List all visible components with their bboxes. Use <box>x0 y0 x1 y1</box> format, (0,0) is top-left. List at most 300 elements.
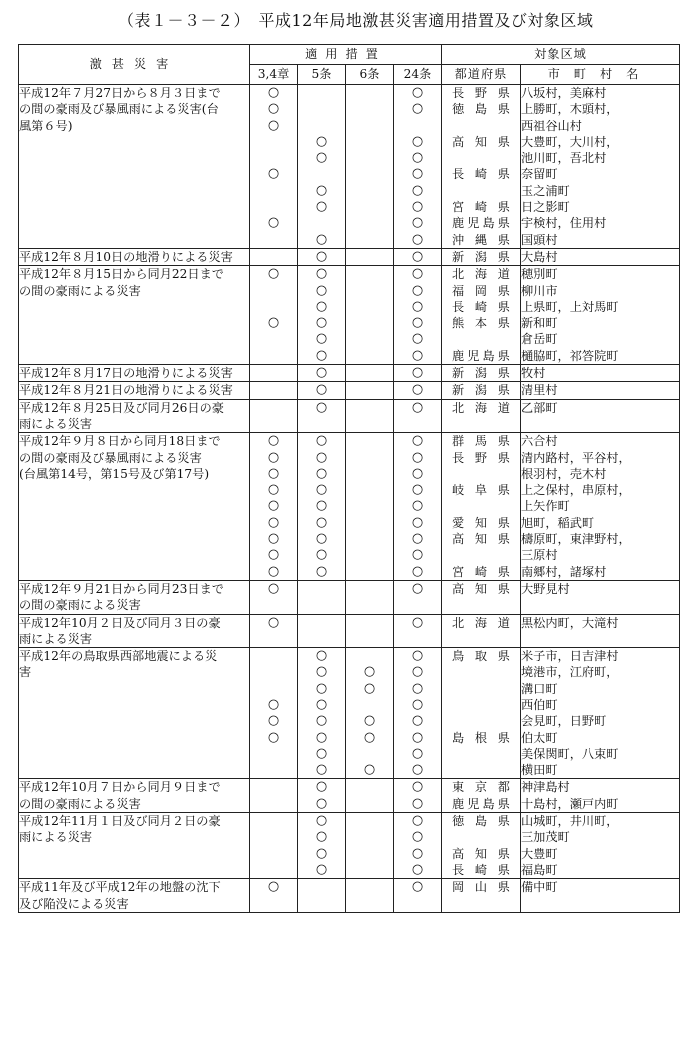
empty-mark <box>346 118 393 134</box>
empty-mark <box>250 896 297 912</box>
prefecture-name: 長野県 <box>452 450 510 465</box>
applied-mark: ○ <box>315 514 328 530</box>
description-line: (台風第14号，第15号及び第17号) <box>19 466 210 481</box>
municipality-name <box>521 631 679 647</box>
municipality-name: 溝口町 <box>521 681 558 696</box>
prefecture-name: 群馬県 <box>452 434 510 449</box>
empty-mark <box>346 331 393 347</box>
applied-mark: ○ <box>315 133 328 149</box>
table-row <box>19 266 680 365</box>
municipality-name: 旭町，稲武町 <box>521 515 595 530</box>
prefecture-name: 北海道 <box>452 615 510 630</box>
measure-cell-c24 <box>394 813 442 879</box>
measure-cell-c6 <box>346 266 394 365</box>
empty-mark <box>250 631 297 647</box>
empty-mark <box>346 498 393 514</box>
disaster-description <box>19 399 250 433</box>
description-line: の間の豪雨による災害 <box>19 283 141 298</box>
empty-mark <box>346 547 393 563</box>
empty-mark <box>250 779 297 795</box>
empty-mark <box>250 746 297 762</box>
applied-mark: ○ <box>315 298 328 314</box>
municipality-name: 池川町，吾北村 <box>521 151 607 166</box>
disaster-description <box>19 365 250 382</box>
municipality-cell <box>521 648 680 779</box>
applied-mark: ○ <box>315 648 328 664</box>
applied-mark: ○ <box>315 266 328 282</box>
municipality-name: 大島村 <box>521 249 558 264</box>
measure-cell-c24 <box>394 266 442 365</box>
measure-cell-c6 <box>346 399 394 433</box>
municipality-name: 神津島村 <box>521 780 570 795</box>
prefecture-name: 岡山県 <box>452 880 510 895</box>
disaster-description <box>19 85 250 249</box>
empty-mark <box>250 283 297 299</box>
description-line: 平成12年８月25日及び同月26日の豪 <box>19 400 224 415</box>
applied-mark: ○ <box>267 547 280 563</box>
prefecture-name: 北海道 <box>452 267 510 282</box>
empty-mark <box>346 382 393 398</box>
header-col-34: 3,4章 <box>250 65 298 85</box>
empty-mark <box>346 315 393 331</box>
empty-mark <box>250 299 297 315</box>
applied-mark: ○ <box>411 282 424 298</box>
empty-mark <box>250 664 297 680</box>
empty-mark <box>346 400 393 416</box>
measure-cell-c34 <box>250 433 298 581</box>
applied-mark: ○ <box>363 680 376 696</box>
table-row <box>19 614 680 648</box>
applied-mark: ○ <box>267 101 280 117</box>
municipality-name <box>521 896 679 912</box>
empty-mark <box>346 615 393 631</box>
header-col-pref: 都道府県 <box>442 65 521 85</box>
prefecture-name: 鹿児島県 <box>452 348 510 363</box>
municipality-name: 国頭村 <box>521 232 558 247</box>
applied-mark: ○ <box>411 745 424 761</box>
applied-mark: ○ <box>411 101 424 117</box>
empty-mark <box>346 85 393 101</box>
measure-cell-c34 <box>250 85 298 249</box>
municipality-name: 柳川市 <box>521 283 558 298</box>
applied-mark: ○ <box>411 266 424 282</box>
applied-mark: ○ <box>411 829 424 845</box>
applied-mark: ○ <box>411 648 424 664</box>
municipality-name: 三加茂町 <box>521 830 570 845</box>
empty-mark <box>298 896 345 912</box>
table-row <box>19 879 680 913</box>
applied-mark: ○ <box>411 365 424 381</box>
measure-cell-c24 <box>394 382 442 399</box>
empty-mark <box>250 134 297 150</box>
header-measures: 適用措置 <box>250 45 442 65</box>
measure-cell-c5 <box>298 248 346 265</box>
measure-cell-c5 <box>298 779 346 813</box>
municipality-cell <box>521 580 680 614</box>
empty-mark <box>346 779 393 795</box>
applied-mark: ○ <box>315 365 328 381</box>
header-disaster: 激甚災害 <box>19 45 250 85</box>
measure-cell-c5 <box>298 580 346 614</box>
municipality-cell <box>521 433 680 581</box>
measure-cell-c24 <box>394 248 442 265</box>
applied-mark: ○ <box>315 382 328 398</box>
disaster-measures-table <box>18 44 680 913</box>
applied-mark: ○ <box>411 779 424 795</box>
municipality-name: 清内路村，平谷村， <box>521 450 631 465</box>
empty-mark <box>250 648 297 664</box>
prefecture-name: 高知県 <box>452 532 510 547</box>
applied-mark: ○ <box>411 298 424 314</box>
prefecture-cell <box>442 433 521 581</box>
applied-mark: ○ <box>315 696 328 712</box>
empty-mark <box>250 232 297 248</box>
applied-mark: ○ <box>315 762 328 778</box>
municipality-cell <box>521 85 680 249</box>
applied-mark: ○ <box>267 563 280 579</box>
applied-mark: ○ <box>267 117 280 133</box>
empty-mark <box>346 199 393 215</box>
applied-mark: ○ <box>315 449 328 465</box>
description-line: 平成12年８月17日の地滑りによる災害 <box>19 366 233 381</box>
municipality-name: 大野見村 <box>521 581 570 596</box>
measure-cell-c5 <box>298 382 346 399</box>
applied-mark: ○ <box>315 779 328 795</box>
municipality-cell <box>521 382 680 399</box>
header-target-area: 対象区域 <box>442 45 680 65</box>
empty-mark <box>346 829 393 845</box>
empty-mark <box>250 365 297 381</box>
measure-cell-c34 <box>250 580 298 614</box>
empty-mark <box>346 746 393 762</box>
applied-mark: ○ <box>315 829 328 845</box>
applied-mark: ○ <box>267 166 280 182</box>
municipality-name: 穂別町 <box>521 267 558 282</box>
applied-mark: ○ <box>315 563 328 579</box>
empty-mark <box>346 648 393 664</box>
applied-mark: ○ <box>267 498 280 514</box>
measure-cell-c5 <box>298 648 346 779</box>
measure-cell-c5 <box>298 433 346 581</box>
municipality-name: 上勝町，木頭村， <box>521 102 619 117</box>
municipality-name <box>521 597 679 613</box>
empty-mark <box>346 365 393 381</box>
prefecture-cell <box>442 580 521 614</box>
header-col-5: 5条 <box>298 65 346 85</box>
municipality-name: 日之影町 <box>521 200 570 215</box>
applied-mark: ○ <box>411 449 424 465</box>
applied-mark: ○ <box>267 614 280 630</box>
prefecture-cell <box>442 648 521 779</box>
applied-mark: ○ <box>411 845 424 861</box>
prefecture-name: 島根県 <box>452 730 510 745</box>
table-body <box>19 85 680 913</box>
applied-mark: ○ <box>363 729 376 745</box>
measure-cell-c34 <box>250 879 298 913</box>
municipality-name: 上県町，上対馬町 <box>521 299 619 314</box>
empty-mark <box>394 118 441 134</box>
table-row <box>19 365 680 382</box>
applied-mark: ○ <box>411 215 424 231</box>
applied-mark: ○ <box>411 563 424 579</box>
measure-cell-c34 <box>250 365 298 382</box>
measure-cell-c24 <box>394 85 442 249</box>
empty-mark <box>346 482 393 498</box>
empty-mark <box>394 896 441 912</box>
applied-mark: ○ <box>411 729 424 745</box>
applied-mark: ○ <box>411 85 424 100</box>
empty-mark <box>250 348 297 364</box>
applied-mark: ○ <box>411 150 424 166</box>
table-row <box>19 382 680 399</box>
description-line: の間の豪雨及び暴風雨による災害(台 <box>19 102 219 117</box>
municipality-name: 山城町，井川町， <box>521 814 619 829</box>
measure-cell-c34 <box>250 813 298 879</box>
prefecture-cell <box>442 879 521 913</box>
table-row <box>19 779 680 813</box>
description-line: 平成12年８月15日から同月22日まで <box>19 267 224 282</box>
prefecture-cell <box>442 779 521 813</box>
empty-mark <box>298 615 345 631</box>
empty-mark <box>346 266 393 282</box>
prefecture-name: 新潟県 <box>452 366 510 381</box>
measure-cell-c24 <box>394 365 442 382</box>
empty-mark <box>346 862 393 878</box>
measure-cell-c6 <box>346 779 394 813</box>
measure-cell-c34 <box>250 382 298 399</box>
applied-mark: ○ <box>411 680 424 696</box>
measure-cell-c6 <box>346 433 394 581</box>
prefecture-name: 長野県 <box>452 86 510 100</box>
disaster-description <box>19 779 250 813</box>
description-line: 平成12年10月７日から同月９日まで <box>19 780 221 795</box>
measure-cell-c5 <box>298 399 346 433</box>
prefecture-name: 福岡県 <box>452 283 510 298</box>
municipality-name: 宇検村，住用村 <box>521 216 607 231</box>
applied-mark: ○ <box>411 182 424 198</box>
municipality-name: 上之保村，串原村， <box>521 483 631 498</box>
applied-mark: ○ <box>267 266 280 282</box>
prefecture-cell <box>442 266 521 365</box>
prefecture-name: 長崎県 <box>452 862 510 877</box>
municipality-cell <box>521 779 680 813</box>
applied-mark: ○ <box>315 331 328 347</box>
applied-mark: ○ <box>267 696 280 712</box>
applied-mark: ○ <box>411 713 424 729</box>
municipality-name: 福島町 <box>521 862 558 877</box>
applied-mark: ○ <box>315 845 328 861</box>
empty-mark <box>346 466 393 482</box>
empty-mark <box>250 249 297 265</box>
measure-cell-c24 <box>394 399 442 433</box>
measure-cell-c6 <box>346 614 394 648</box>
applied-mark: ○ <box>315 347 328 363</box>
municipality-name: 横田町 <box>521 763 558 778</box>
header-col-6: 6条 <box>346 65 394 85</box>
municipality-name: 根羽村，売木村 <box>521 466 607 481</box>
municipality-name: 南郷村，諸塚村 <box>521 564 607 579</box>
measure-cell-c6 <box>346 248 394 265</box>
empty-mark <box>298 118 345 134</box>
applied-mark: ○ <box>267 482 280 498</box>
applied-mark: ○ <box>315 465 328 481</box>
applied-mark: ○ <box>411 547 424 563</box>
measure-cell-c34 <box>250 779 298 813</box>
applied-mark: ○ <box>315 713 328 729</box>
description-line: 平成12年８月21日の地滑りによる災害 <box>19 383 233 398</box>
applied-mark: ○ <box>363 664 376 680</box>
measure-cell-c34 <box>250 266 298 365</box>
prefecture-name: 高知県 <box>452 846 510 861</box>
municipality-cell <box>521 248 680 265</box>
applied-mark: ○ <box>363 713 376 729</box>
applied-mark: ○ <box>267 433 280 449</box>
empty-mark <box>346 134 393 150</box>
prefecture-cell <box>442 248 521 265</box>
empty-mark <box>298 879 345 895</box>
applied-mark: ○ <box>315 861 328 877</box>
measure-cell-c6 <box>346 382 394 399</box>
municipality-name: 清里村 <box>521 383 558 398</box>
prefecture-name: 東京都 <box>452 780 510 795</box>
prefecture-cell <box>442 365 521 382</box>
empty-mark <box>346 697 393 713</box>
municipality-name: 大豊町 <box>521 846 558 861</box>
applied-mark: ○ <box>411 580 424 596</box>
table-row <box>19 248 680 265</box>
empty-mark <box>346 450 393 466</box>
empty-mark <box>250 400 297 416</box>
prefecture-cell <box>442 85 521 249</box>
applied-mark: ○ <box>411 248 424 264</box>
empty-mark <box>346 416 393 432</box>
applied-mark: ○ <box>315 282 328 298</box>
header-col-24: 24条 <box>394 65 442 85</box>
measure-cell-c5 <box>298 365 346 382</box>
municipality-name: 玉之浦町 <box>521 183 570 198</box>
applied-mark: ○ <box>411 514 424 530</box>
empty-mark <box>250 862 297 878</box>
applied-mark: ○ <box>315 482 328 498</box>
municipality-name: 新和町 <box>521 316 558 331</box>
municipality-name: 三原村 <box>521 548 558 563</box>
municipality-name: 境港市，江府町， <box>521 665 619 680</box>
empty-mark <box>298 597 345 613</box>
municipality-cell <box>521 614 680 648</box>
prefecture-name: 高知県 <box>452 134 510 149</box>
applied-mark: ○ <box>411 762 424 778</box>
applied-mark: ○ <box>315 248 328 264</box>
description-line: 平成12年の鳥取県西部地震による災 <box>19 649 218 664</box>
empty-mark <box>346 101 393 117</box>
measure-cell-c6 <box>346 648 394 779</box>
applied-mark: ○ <box>267 729 280 745</box>
applied-mark: ○ <box>267 879 280 895</box>
prefecture-cell <box>442 399 521 433</box>
empty-mark <box>346 299 393 315</box>
description-line: 平成12年８月10日の地滑りによる災害 <box>19 249 233 264</box>
applied-mark: ○ <box>411 879 424 895</box>
applied-mark: ○ <box>411 347 424 363</box>
applied-mark: ○ <box>315 182 328 198</box>
municipality-cell <box>521 365 680 382</box>
disaster-description <box>19 813 250 879</box>
municipality-cell <box>521 813 680 879</box>
applied-mark: ○ <box>411 861 424 877</box>
municipality-name: 樋脇町，祁答院町 <box>521 348 619 363</box>
description-line: 平成12年７月27日から８月３日まで <box>19 86 221 100</box>
applied-mark: ○ <box>315 231 328 247</box>
empty-mark <box>250 416 297 432</box>
measure-cell-c34 <box>250 248 298 265</box>
applied-mark: ○ <box>315 150 328 166</box>
table-row <box>19 813 680 879</box>
municipality-cell <box>521 879 680 913</box>
prefecture-cell <box>442 614 521 648</box>
disaster-description <box>19 580 250 614</box>
prefecture-cell <box>442 382 521 399</box>
prefecture-name: 鹿児島県 <box>452 796 510 811</box>
empty-mark <box>250 183 297 199</box>
applied-mark: ○ <box>315 664 328 680</box>
table-row <box>19 433 680 581</box>
prefecture-name: 熊本県 <box>452 316 510 331</box>
measure-cell-c24 <box>394 879 442 913</box>
prefecture-name: 高知県 <box>452 581 510 596</box>
empty-mark <box>346 564 393 580</box>
municipality-name: 六合村 <box>521 434 558 449</box>
municipality-name: 倉岳町 <box>521 332 558 347</box>
table-row <box>19 399 680 433</box>
applied-mark: ○ <box>315 199 328 215</box>
municipality-name: 牧村 <box>521 366 546 381</box>
measure-cell-c6 <box>346 879 394 913</box>
applied-mark: ○ <box>267 215 280 231</box>
applied-mark: ○ <box>315 531 328 547</box>
measure-cell-c5 <box>298 266 346 365</box>
prefecture-cell <box>442 813 521 879</box>
prefecture-name: 宮崎県 <box>452 200 510 215</box>
empty-mark <box>250 597 297 613</box>
empty-mark <box>250 199 297 215</box>
applied-mark: ○ <box>315 547 328 563</box>
municipality-name: 十島村，瀬戸内町 <box>521 796 619 811</box>
applied-mark: ○ <box>411 498 424 514</box>
applied-mark: ○ <box>411 531 424 547</box>
measure-cell-c5 <box>298 879 346 913</box>
disaster-description <box>19 614 250 648</box>
empty-mark <box>346 348 393 364</box>
description-line: 平成11年及び平成12年の地盤の沈下 <box>19 880 221 895</box>
empty-mark <box>346 515 393 531</box>
applied-mark: ○ <box>267 315 280 331</box>
empty-mark <box>298 166 345 182</box>
applied-mark: ○ <box>411 813 424 829</box>
municipality-name: 会見町，日野町 <box>521 714 607 729</box>
empty-mark <box>346 433 393 449</box>
description-line: 平成12年11月１日及び同月２日の豪 <box>19 814 221 829</box>
prefecture-name: 愛知県 <box>452 515 510 530</box>
description-line: 害 <box>19 665 32 680</box>
applied-mark: ○ <box>315 745 328 761</box>
applied-mark: ○ <box>411 231 424 247</box>
description-line: 平成12年10月２日及び同月３日の豪 <box>19 615 221 630</box>
disaster-description <box>19 433 250 581</box>
empty-mark <box>298 101 345 117</box>
municipality-cell <box>521 399 680 433</box>
empty-mark <box>250 331 297 347</box>
applied-mark: ○ <box>315 795 328 811</box>
